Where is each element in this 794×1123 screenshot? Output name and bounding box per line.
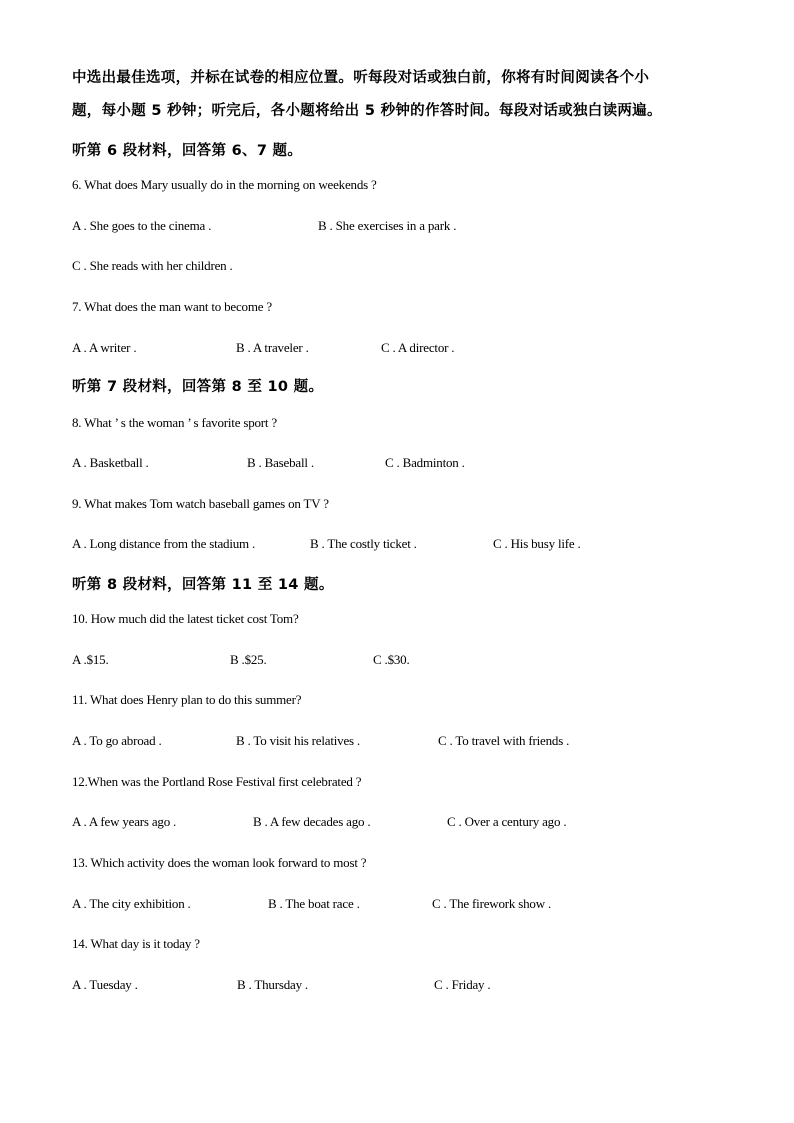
question-10-option-b: B .$25. — [230, 652, 267, 667]
section-heading: 听第 7 段材料，回答第 8 至 10 题。 — [72, 379, 324, 395]
question-14: 14. What day is it today ? — [72, 936, 200, 951]
question-9-option-b: B . The costly ticket . — [310, 536, 417, 551]
question-6-option-a: A . She goes to the cinema . — [72, 218, 212, 233]
question-11: 11. What does Henry plan to do this summer? — [72, 692, 302, 707]
question-13-option-c: C . The firework show . — [432, 896, 552, 911]
section-heading: 听第 6 段材料，回答第 6、7 题。 — [72, 143, 303, 159]
question-7-option-c: C . A director . — [381, 340, 455, 355]
question-13: 13. Which activity does the woman look forward to most ? — [72, 855, 367, 870]
question-11-option-a: A . To go abroad . — [72, 733, 162, 748]
question-8-option-a: A . Basketball . — [72, 455, 149, 470]
question-7-option-b: B . A traveler . — [236, 340, 309, 355]
question-9-option-c: C . His busy life . — [493, 536, 581, 551]
question-6: 6. What does Mary usually do in the morning on weekends ? — [72, 177, 377, 192]
question-11-option-b: B . To visit his relatives . — [236, 733, 360, 748]
section-heading: 听第 8 段材料，回答第 11 至 14 题。 — [72, 577, 334, 593]
question-14-option-c: C . Friday . — [434, 977, 491, 992]
question-13-option-b: B . The boat race . — [268, 896, 360, 911]
instruction-line-1: 中选出最佳选项，并标在试卷的相应位置。听每段对话或独白前，你将有时间阅读各个小 — [72, 70, 650, 86]
question-12-option-a: A . A few years ago . — [72, 814, 177, 829]
question-14-option-a: A . Tuesday . — [72, 977, 138, 992]
question-10-option-a: A .$15. — [72, 652, 109, 667]
question-12-option-c: C . Over a century ago . — [447, 814, 567, 829]
question-7-option-a: A . A writer . — [72, 340, 137, 355]
question-12: 12.When was the Portland Rose Festival first celebrated ? — [72, 774, 362, 789]
question-12-option-b: B . A few decades ago . — [253, 814, 371, 829]
question-9-option-a: A . Long distance from the stadium . — [72, 536, 256, 551]
question-10-option-c: C .$30. — [373, 652, 410, 667]
question-8-option-b: B . Baseball . — [247, 455, 314, 470]
question-6-option-b: B . She exercises in a park . — [318, 218, 457, 233]
question-10: 10. How much did the latest ticket cost Tom? — [72, 611, 299, 626]
question-14-option-b: B . Thursday . — [237, 977, 308, 992]
question-9: 9. What makes Tom watch baseball games on TV ? — [72, 496, 329, 511]
question-13-option-a: A . The city exhibition . — [72, 896, 191, 911]
question-11-option-c: C . To travel with friends . — [438, 733, 570, 748]
question-6-option-c: C . She reads with her children . — [72, 258, 233, 273]
question-7: 7. What does the man want to become ? — [72, 299, 272, 314]
instruction-line-2: 题，每小题 5 秒钟；听完后，各小题将给出 5 秒钟的作答时间。每段对话或独白读两遍。 — [72, 103, 662, 119]
question-8: 8. What ’ s the woman ’ s favorite sport ? — [72, 415, 277, 430]
question-8-option-c: C . Badminton . — [385, 455, 465, 470]
